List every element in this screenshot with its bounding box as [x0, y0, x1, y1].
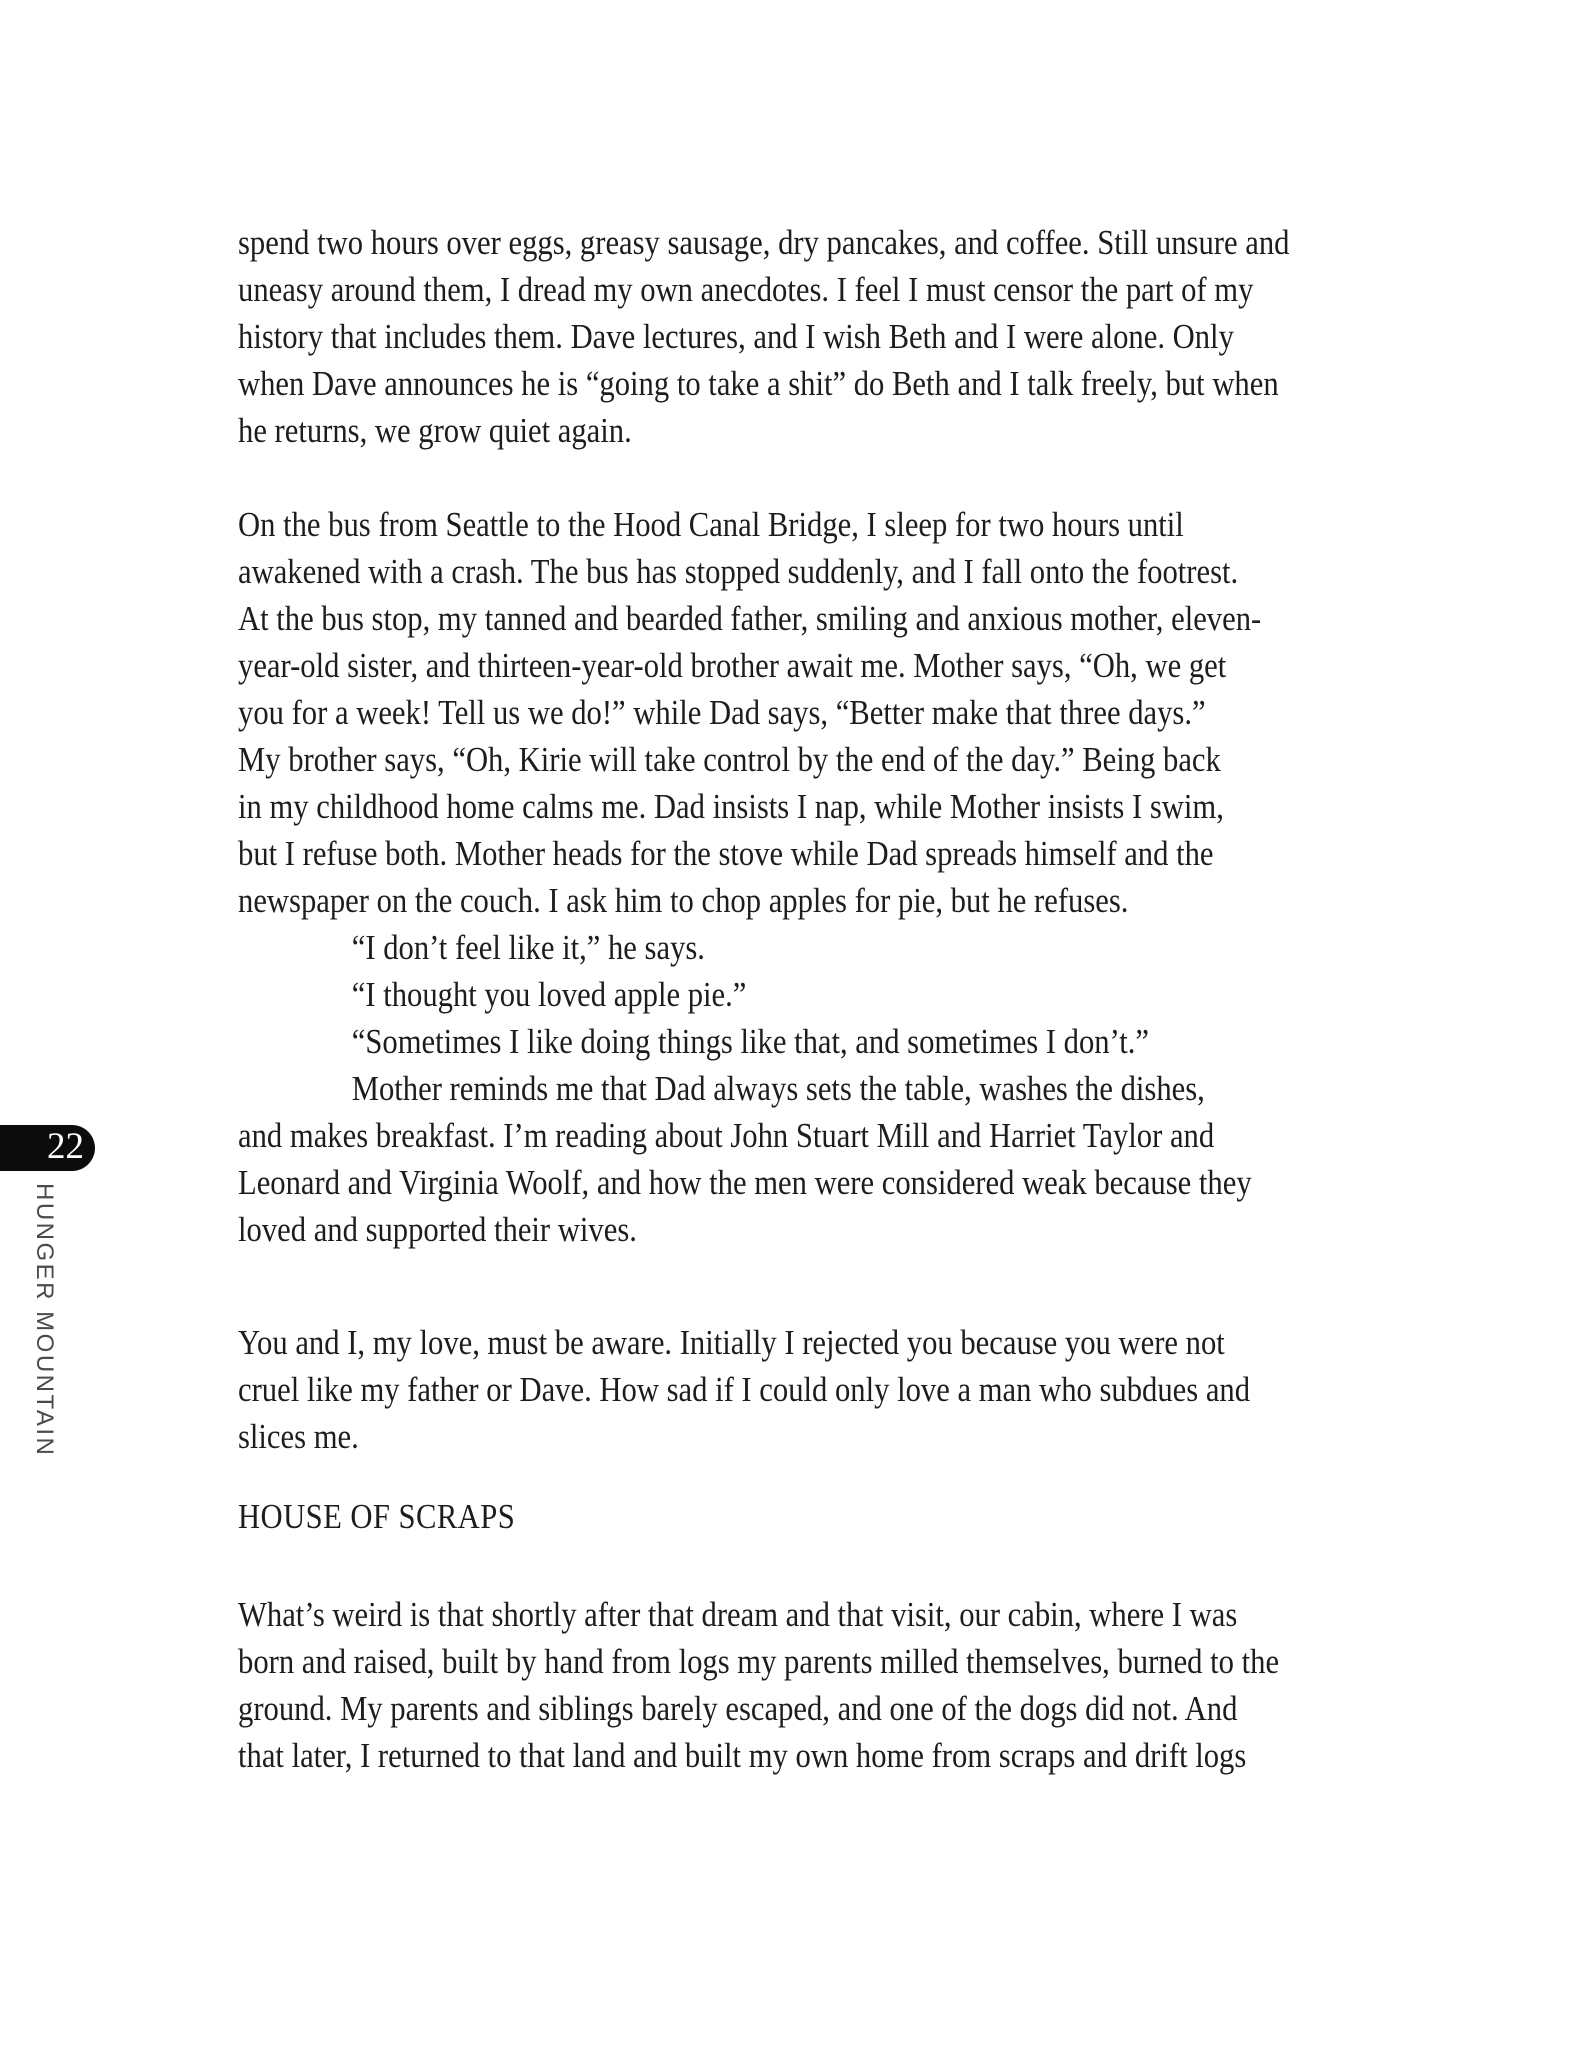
dialogue-line: “I don’t feel like it,” he says. [351, 928, 705, 967]
text-line: On the bus from Seattle to the Hood Canal Bridge, I sleep for two hours until [238, 505, 1184, 544]
dialogue-line: “Sometimes I like doing things like that, and sometimes I don’t.” [351, 1022, 1150, 1061]
text-line: year-old sister, and thirteen-year-old brother await me. Mother says, “Oh, we get [238, 646, 1227, 685]
journal-spine-label: HUNGER MOUNTAIN [31, 1183, 58, 1458]
paragraph [238, 1319, 1551, 1460]
text-line: cruel like my father or Dave. How sad if I could only love a man who subdues and [238, 1370, 1251, 1409]
article-body [238, 219, 1551, 1779]
text-line: you for a week! Tell us we do!” while Dad says, “Better make that three days.” [238, 693, 1206, 732]
text-line: slices me. [238, 1417, 359, 1456]
text-line: awakened with a crash. The bus has stopped suddenly, and I fall onto the footrest. [238, 552, 1239, 591]
text-line: ground. My parents and siblings barely escaped, and one of the dogs did not. And [238, 1689, 1238, 1728]
text-line: At the bus stop, my tanned and bearded father, smiling and anxious mother, eleven- [238, 599, 1262, 638]
text-line: spend two hours over eggs, greasy sausage, dry pancakes, and coffee. Still unsure and [238, 223, 1290, 262]
page-number: 22 [47, 1126, 84, 1167]
paragraph [238, 219, 1551, 454]
text-line: My brother says, “Oh, Kirie will take control by the end of the day.” Being back [238, 740, 1221, 779]
text-line: What’s weird is that shortly after that dream and that visit, our cabin, where I was [238, 1595, 1238, 1634]
text-line: loved and supported their wives. [238, 1210, 637, 1249]
text-line: born and raised, built by hand from logs my parents milled themselves, burned to the [238, 1642, 1280, 1681]
text-line: You and I, my love, must be aware. Initially I rejected you because you were not [238, 1323, 1225, 1362]
text-line: history that includes them. Dave lectures, and I wish Beth and I were alone. Only [238, 317, 1234, 356]
text-line: that later, I returned to that land and built my own home from scraps and drift logs [238, 1736, 1247, 1775]
text-line: he returns, we grow quiet again. [238, 411, 632, 450]
text-line: but I refuse both. Mother heads for the stove while Dad spreads himself and the [238, 834, 1214, 873]
page-number-tab [0, 1125, 95, 1171]
text-line: and makes breakfast. I’m reading about John Stuart Mill and Harriet Taylor and [238, 1116, 1215, 1155]
text-line: when Dave announces he is “going to take a shit” do Beth and I talk freely, but when [238, 364, 1279, 403]
text-line: uneasy around them, I dread my own anecdotes. I feel I must censor the part of my [238, 270, 1254, 309]
paragraph [238, 1591, 1551, 1779]
section-heading: HOUSE OF SCRAPS [238, 1497, 516, 1536]
dialogue-line: “I thought you loved apple pie.” [351, 975, 747, 1014]
text-line: Leonard and Virginia Woolf, and how the men were considered weak because they [238, 1163, 1252, 1202]
text-line: in my childhood home calms me. Dad insists I nap, while Mother insists I swim, [238, 787, 1224, 826]
dialogue-line: Mother reminds me that Dad always sets the table, washes the dishes, [351, 1069, 1205, 1108]
text-line: newspaper on the couch. I ask him to chop apples for pie, but he refuses. [238, 881, 1129, 920]
paragraph [238, 501, 1551, 1253]
